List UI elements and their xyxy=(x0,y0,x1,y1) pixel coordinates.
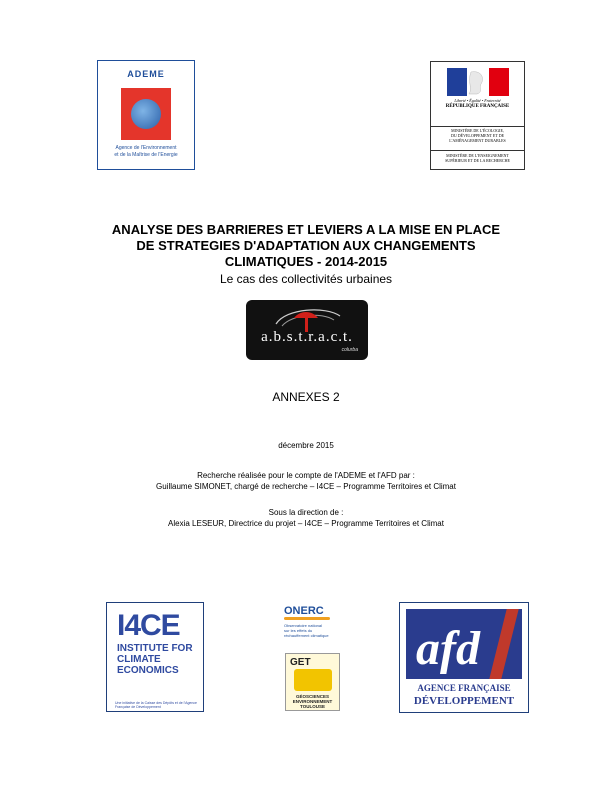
rf-ministry1-l3: L'AMÉNAGEMENT DURABLES xyxy=(449,138,506,143)
get-emblem-icon xyxy=(294,669,332,691)
rf-motto: Liberté • Égalité • Fraternité xyxy=(454,98,501,103)
afd-line-1: AGENCE FRANÇAISE xyxy=(417,683,511,693)
document-date: décembre 2015 xyxy=(278,441,334,450)
onerc-l3: réchauffement climatique xyxy=(284,633,329,638)
afd-stripe-icon xyxy=(489,609,518,679)
i4ce-l2: CLIMATE xyxy=(117,654,161,665)
rf-ministry2-l2: SUPÉRIEUR ET DE LA RECHERCHE xyxy=(445,158,510,163)
get-l2: ENVIRONNEMENT xyxy=(292,699,333,704)
direction-line-1: Sous la direction de : xyxy=(268,508,344,517)
onerc-logo xyxy=(280,605,350,645)
ademe-globe-square xyxy=(121,88,171,140)
abstract-logo-tag: colurba xyxy=(341,347,358,353)
direction-credits xyxy=(0,507,612,529)
rf-divider-1 xyxy=(431,126,524,127)
onerc-name: ONERC xyxy=(284,605,324,617)
onerc-l1: Observatoire national xyxy=(284,623,323,628)
rf-name: RÉPUBLIQUE FRANÇAISE xyxy=(445,104,510,109)
onerc-l2: sur les effets du xyxy=(284,628,313,633)
swirl-icon xyxy=(266,304,348,332)
rf-ministry-ecologie xyxy=(431,128,524,143)
research-credits xyxy=(0,470,612,492)
ademe-subtitle xyxy=(98,145,194,159)
i4ce-big: I4CE xyxy=(117,609,180,642)
direction-line-2: Alexia LESEUR, Directrice du projet – I4CE – Programme Territoires et Climat xyxy=(168,519,444,528)
research-line-1: Recherche réalisée pour le compte de l'ADEME et l'AFD par : xyxy=(197,471,415,480)
republique-francaise-logo xyxy=(430,61,525,170)
get-text xyxy=(286,694,339,709)
i4ce-logo xyxy=(106,602,204,712)
rf-divider-2 xyxy=(431,150,524,151)
annexes-label: ANNEXES 2 xyxy=(272,390,340,404)
get-l1: GÉOSCIENCES xyxy=(295,694,329,699)
i4ce-l3: ECONOMICS xyxy=(117,665,179,676)
get-name: GET xyxy=(290,657,311,668)
document-title xyxy=(70,222,542,270)
get-l3: TOULOUSE xyxy=(300,704,325,709)
onerc-arc-icon xyxy=(284,617,330,620)
abstract-logo-text: a.b.s.t.r.a.c.t. xyxy=(261,329,353,345)
document-subtitle: Le cas des collectivités urbaines xyxy=(219,272,393,286)
rf-ministry2-l1: MINISTÈRE DE L'ENSEIGNEMENT xyxy=(446,153,509,158)
research-line-2: Guillaume SIMONET, chargé de recherche – I4CE – Programme Territoires et Climat xyxy=(156,482,456,491)
afd-emblem xyxy=(406,609,522,679)
afd-line-2: DÉVELOPPEMENT xyxy=(413,695,515,707)
marianne-flag-icon xyxy=(447,68,509,96)
title-line-3: CLIMATIQUES - 2014-2015 xyxy=(224,254,388,269)
i4ce-tiny: Une initiative de la Caisse des Dépôts et de l'Agence Française de Développement xyxy=(115,701,197,709)
ademe-logo xyxy=(97,60,195,170)
get-logo xyxy=(285,653,340,711)
abstract-colurba-logo xyxy=(246,300,368,360)
rf-ministry1-l1: MINISTÈRE DE L'ÉCOLOGIE, xyxy=(451,128,504,133)
onerc-text xyxy=(284,623,329,638)
globe-icon xyxy=(131,99,161,129)
title-line-1: ANALYSE DES BARRIERES ET LEVIERS A LA MISE EN PLACE xyxy=(111,222,501,237)
i4ce-lines xyxy=(117,643,193,676)
afd-letters: afd xyxy=(416,622,480,675)
title-line-2: DE STRATEGIES D'ADAPTATION AUX CHANGEMENTS xyxy=(136,238,476,253)
rf-ministry-enseignement xyxy=(431,153,524,163)
afd-logo xyxy=(399,602,529,713)
ademe-line2: et de la Maîtrise de l'Energie xyxy=(114,152,178,158)
i4ce-l1: INSTITUTE FOR xyxy=(117,643,193,654)
ademe-line1: Agence de l'Environnement xyxy=(115,145,177,151)
ademe-name: ADEME xyxy=(127,69,165,79)
rf-ministry1-l2: DU DÉVELOPPEMENT ET DE xyxy=(450,133,505,138)
